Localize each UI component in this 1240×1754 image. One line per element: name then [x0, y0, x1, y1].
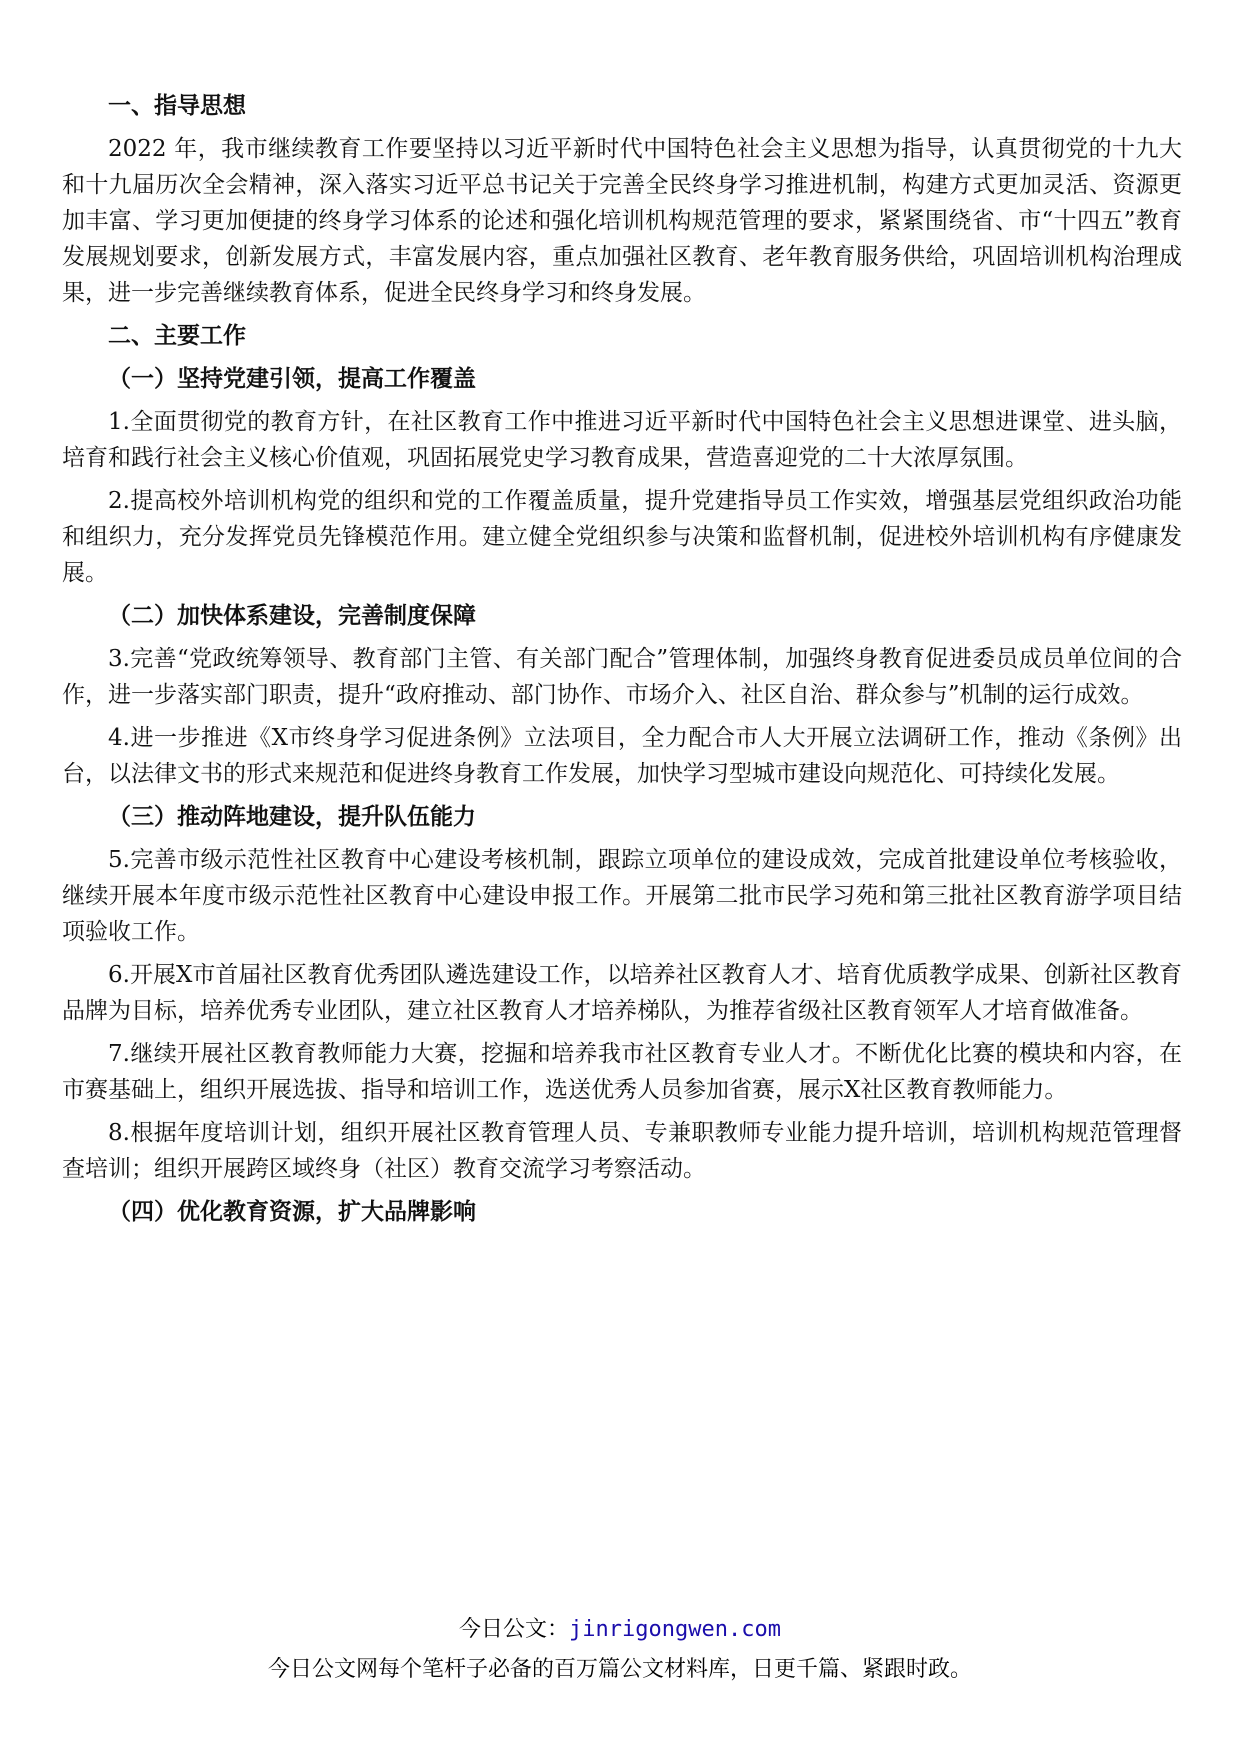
paragraph: 2022 年，我市继续教育工作要坚持以习近平新时代中国特色社会主义思想为指导，认真贯彻党的十九大和十九届历次全会精神，深入落实习近平总书记关于完善全民终身学习推进机制，构建方式更加灵活、资源更加丰富、学习更加便捷的终身学习体系的论述和强化培训机构规范管理的要求，紧紧围绕省、市“十四五”教育发展规划要求，创新发展方式，丰富发展内容，重点加强社区教育、老年教育服务供给，巩固培训机构治理成果，进一步完善继续教育体系，促进全民终身学习和终身发展。: [62, 136, 1182, 306]
footer-label: 今日公文：: [459, 1617, 570, 1642]
subsection-heading: （四）优化教育资源，扩大品牌影响: [108, 1198, 476, 1225]
paragraph: 7.继续开展社区教育教师能力大赛，挖掘和培养我市社区教育专业人才。不断优化比赛的模块和内容，在市赛基础上，组织开展选拔、指导和培训工作，选送优秀人员参加省赛，展示X社区教育教师能力。: [62, 1041, 1182, 1103]
paragraph: 3.完善“党政统筹领导、教育部门主管、有关部门配合”管理体制，加强终身教育促进委员成员单位间的合作，进一步落实部门职责，提升“政府推动、部门协作、市场介入、社区自治、群众参与”机制的运行成效。: [62, 646, 1182, 708]
paragraph: 6.开展X市首届社区教育优秀团队遴选建设工作，以培养社区教育人才、培育优质教学成果、创新社区教育品牌为目标，培养优秀专业团队，建立社区教育人才培养梯队，为推荐省级社区教育领军人才培育做准备。: [62, 962, 1182, 1024]
paragraph: 2.提高校外培训机构党的组织和党的工作覆盖质量，提升党建指导员工作实效，增强基层党组织政治功能和组织力，充分发挥党员先锋模范作用。建立健全党组织参与决策和监督机制，促进校外培训机构有序健康发展。: [62, 488, 1182, 586]
section-heading: 一、指导思想: [108, 92, 246, 119]
section-heading: 二、主要工作: [108, 322, 246, 349]
subsection-heading: （二）加快体系建设，完善制度保障: [108, 602, 476, 629]
document-body: [62, 88, 1182, 1237]
paragraph: 1.全面贯彻党的教育方针，在社区教育工作中推进习近平新时代中国特色社会主义思想进课堂、进头脑，培育和践行社会主义核心价值观，巩固拓展党史学习教育成果，营造喜迎党的二十大浓厚氛围。: [62, 409, 1182, 471]
footer-link[interactable]: jinrigongwen.com: [569, 1617, 781, 1642]
paragraph: 5.完善市级示范性社区教育中心建设考核机制，跟踪立项单位的建设成效，完成首批建设单位考核验收，继续开展本年度市级示范性社区教育中心建设申报工作。开展第二批市民学习苑和第三批社区教育游学项目结项验收工作。: [62, 847, 1182, 945]
footer-source-line: [0, 1612, 1240, 1643]
subsection-heading: （三）推动阵地建设，提升队伍能力: [108, 803, 476, 830]
paragraph: 8.根据年度培训计划，组织开展社区教育管理人员、专兼职教师专业能力提升培训，培训机构规范管理督查培训；组织开展跨区域终身（社区）教育交流学习考察活动。: [62, 1120, 1182, 1182]
subsection-heading: （一）坚持党建引领，提高工作覆盖: [108, 365, 476, 392]
footer-slogan: 今日公文网每个笔杆子必备的百万篇公文材料库，日更千篇、紧跟时政。: [267, 1657, 972, 1682]
paragraph: 4.进一步推进《X市终身学习促进条例》立法项目，全力配合市人大开展立法调研工作，推动《条例》出台，以法律文书的形式来规范和促进终身教育工作发展，加快学习型城市建设向规范化、可持续化发展。: [62, 725, 1182, 787]
